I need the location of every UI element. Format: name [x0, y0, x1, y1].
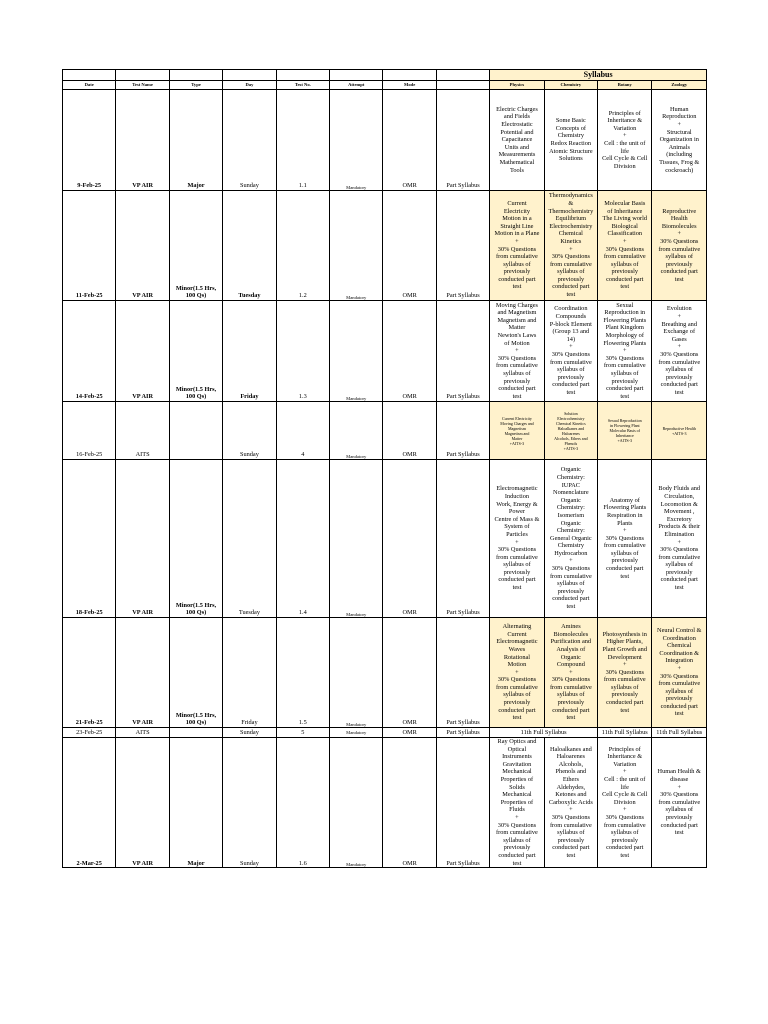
- botany-cell: Principles of Inheritance & Variation + Cell : the unit of life Cell Cycle & Cell Division + 30% Questions from cumulative syllabus of previously conducted part test: [598, 738, 652, 868]
- attempt-cell: Mandatory: [330, 191, 383, 301]
- table-row: [63, 90, 707, 191]
- test-name-cell: VP AIR: [116, 738, 169, 868]
- date-cell: 9-Feb-25: [63, 90, 116, 191]
- attempt-cell: Mandatory: [330, 738, 383, 868]
- date-cell: 11-Feb-25: [63, 191, 116, 301]
- zoology-cell: 11th Full Syllabus: [652, 728, 707, 738]
- table-row: [63, 728, 707, 738]
- date-cell: 21-Feb-25: [63, 618, 116, 728]
- syllabus-type-cell: Part Syllabus: [436, 402, 489, 460]
- blank-cell: [223, 70, 276, 81]
- col-header-zoology: Zoology: [652, 81, 707, 90]
- day-cell: Sunday: [223, 90, 276, 191]
- mode-cell: OMR: [383, 738, 436, 868]
- syllabus-type-cell: Part Syllabus: [436, 728, 489, 738]
- blank-cell: [276, 70, 329, 81]
- botany-cell: Sexual Reproduction in Flowering Plants Plant Kingdom Morphology of Flowering Plants + 30% Questions from cumulative syllabus of previously conducted part test: [598, 301, 652, 402]
- title-row: [63, 70, 707, 81]
- test-no-cell: 1.3: [276, 301, 329, 402]
- blank-cell: [436, 70, 489, 81]
- test-name-cell: AITS: [116, 728, 169, 738]
- schedule-sheet: [62, 69, 707, 868]
- table-row: [63, 191, 707, 301]
- test-no-cell: 1.1: [276, 90, 329, 191]
- date-cell: 23-Feb-25: [63, 728, 116, 738]
- day-cell: Friday: [223, 301, 276, 402]
- syllabus-type-cell: Part Syllabus: [436, 90, 489, 191]
- botany-cell: Sexual Reproduction in Flowering Plant Molecular Basis of Inheritance +AITS-3: [598, 402, 652, 460]
- syllabus-type-cell: Part Syllabus: [436, 738, 489, 868]
- physics-cell: Electric Charges and Fields Electrostatic Potential and Capacitance Units and Measurements Mathematical Tools: [490, 90, 544, 191]
- header-row: [63, 81, 707, 90]
- blank-cell: [383, 70, 436, 81]
- test-name-cell: VP AIR: [116, 618, 169, 728]
- chemistry-cell: Some Basic Concepts of Chemistry Redox Reaction Atomic Structure Solutions: [544, 90, 597, 191]
- blank-cell: [116, 70, 169, 81]
- type-cell: Minor(1.5 Hrs, 100 Qs): [169, 191, 222, 301]
- day-cell: Tuesday: [223, 460, 276, 618]
- type-cell: [169, 402, 222, 460]
- col-header-syllabus-type: [436, 81, 489, 90]
- col-header-test-no: Test No.: [276, 81, 329, 90]
- table-row: [63, 460, 707, 618]
- col-header-test-name: Test Name: [116, 81, 169, 90]
- chemistry-cell: Amines Biomolecules Purification and Analysis of Organic Compound + 30% Questions from cumulative syllabus of previously conducted part test: [544, 618, 597, 728]
- zoology-cell: Neural Control & Coordination Chemical Coordination & Integration + 30% Questions from cumulative syllabus of previously conducted part test: [652, 618, 707, 728]
- attempt-cell: Mandatory: [330, 460, 383, 618]
- test-no-cell: 5: [276, 728, 329, 738]
- col-header-type: Type: [169, 81, 222, 90]
- col-header-mode: Mode: [383, 81, 436, 90]
- mode-cell: OMR: [383, 90, 436, 191]
- table-row: [63, 301, 707, 402]
- blank-cell: [63, 70, 116, 81]
- table-row: [63, 618, 707, 728]
- physics-cell: Ray Optics and Optical Instruments Gravitation Mechanical Properties of Solids Mechanical Properties of Fluids + 30% Questions from cumulative syllabus of previously conducted part test: [490, 738, 544, 868]
- test-name-cell: VP AIR: [116, 191, 169, 301]
- chemistry-cell: Coordination Compounds P-block Element (Group 13 and 14) + 30% Questions from cumulative syllabus of previously conducted part test: [544, 301, 597, 402]
- zoology-cell: Reproductive Health +AITS-3: [652, 402, 707, 460]
- chemistry-cell: Haloalkanes and Haloarenes Alcohols, Phenols and Ethers Aldehydes, Ketones and Carboxylic Acids + 30% Questions from cumulative syllabus of previously conducted part test: [544, 738, 597, 868]
- syllabus-type-cell: Part Syllabus: [436, 460, 489, 618]
- type-cell: Minor(1.5 Hrs, 100 Qs): [169, 301, 222, 402]
- mode-cell: OMR: [383, 728, 436, 738]
- botany-cell: Molecular Basis of Inheritance The Living world Biological Classification + 30% Questions from cumulative syllabus of previously conducted part test: [598, 191, 652, 301]
- type-cell: Minor(1.5 Hrs, 100 Qs): [169, 618, 222, 728]
- test-name-cell: VP AIR: [116, 301, 169, 402]
- botany-cell: Photosynthesis in Higher Plants, Plant Growth and Development + 30% Questions from cumulative syllabus of previously conducted part test: [598, 618, 652, 728]
- test-no-cell: 4: [276, 402, 329, 460]
- chemistry-cell: Thermodynamics & Thermochemistry Equilibrium Electrochemistry Chemical Kinetics + 30% Questions from cumulative syllabus of previously conducted part test: [544, 191, 597, 301]
- type-cell: Major: [169, 738, 222, 868]
- botany-cell: 11th Full Syllabus: [598, 728, 652, 738]
- schedule-table: [62, 69, 707, 868]
- day-cell: Tuesday: [223, 191, 276, 301]
- attempt-cell: Mandatory: [330, 402, 383, 460]
- zoology-cell: Body Fluids and Circulation, Locomotion & Movement , Excretory Products & their Elimination + 30% Questions from cumulative syllabus of previously conducted part test: [652, 460, 707, 618]
- col-header-attempt: Attempt: [330, 81, 383, 90]
- physics-cell: Electromagnetic Induction Work, Energy & Power Centre of Mass & System of Particles + 30% Questions from cumulative syllabus of previously conducted part test: [490, 460, 544, 618]
- test-no-cell: 1.5: [276, 618, 329, 728]
- mode-cell: OMR: [383, 301, 436, 402]
- col-header-date: Date: [63, 81, 116, 90]
- test-name-cell: VP AIR: [116, 460, 169, 618]
- blank-cell: [330, 70, 383, 81]
- test-name-cell: VP AIR: [116, 90, 169, 191]
- attempt-cell: Mandatory: [330, 618, 383, 728]
- type-cell: Major: [169, 90, 222, 191]
- physics-cell: Current Electricity Motion in a Straight Line Motion in a Plane + 30% Questions from cumulative syllabus of previously conducted part test: [490, 191, 544, 301]
- date-cell: 18-Feb-25: [63, 460, 116, 618]
- chemistry-cell: Organic Chemistry: IUPAC Nomenclature Organic Chemistry: Isomerism Organic Chemistry: General Organic Chemistry Hydrocarbon + 30% Questions from cumulative syllabus of previously conducted part test: [544, 460, 597, 618]
- mode-cell: OMR: [383, 191, 436, 301]
- test-no-cell: 1.4: [276, 460, 329, 618]
- table-row: [63, 402, 707, 460]
- test-no-cell: 1.2: [276, 191, 329, 301]
- day-cell: Sunday: [223, 402, 276, 460]
- mode-cell: OMR: [383, 460, 436, 618]
- type-cell: [169, 728, 222, 738]
- date-cell: 16-Feb-25: [63, 402, 116, 460]
- day-cell: Sunday: [223, 738, 276, 868]
- zoology-cell: Evolution + Breathing and Exchange of Gases + 30% Questions from cumulative syllabus of previously conducted part test: [652, 301, 707, 402]
- test-no-cell: 1.6: [276, 738, 329, 868]
- physics-cell: Alternating Current Electromagnetic Waves Rotational Motion + 30% Questions from cumulative syllabus of previously conducted part test: [490, 618, 544, 728]
- date-cell: 2-Mar-25: [63, 738, 116, 868]
- date-cell: 14-Feb-25: [63, 301, 116, 402]
- table-row: [63, 738, 707, 868]
- mode-cell: OMR: [383, 618, 436, 728]
- zoology-cell: Reproductive Health Biomolecules + 30% Questions from cumulative syllabus of previously conducted part test: [652, 191, 707, 301]
- attempt-cell: Mandatory: [330, 90, 383, 191]
- syllabus-type-cell: Part Syllabus: [436, 618, 489, 728]
- botany-cell: Principles of Inheritance & Variation + Cell : the unit of life Cell Cycle & Cell Division: [598, 90, 652, 191]
- zoology-cell: Human Reproduction + Structural Organization in Animals (including Tissues, Frog & cockroach): [652, 90, 707, 191]
- type-cell: Minor(1.5 Hrs, 100 Qs): [169, 460, 222, 618]
- mode-cell: OMR: [383, 402, 436, 460]
- attempt-cell: Mandatory: [330, 301, 383, 402]
- syllabus-title: Syllabus: [490, 70, 707, 81]
- col-header-physics: Physics: [490, 81, 544, 90]
- chemistry-cell: Solution Electrochemistry Chemical Kinetics Haloalkanes and Haloarenes Alcohols, Ethers and Phenols +AITS-3: [544, 402, 597, 460]
- day-cell: Sunday: [223, 728, 276, 738]
- day-cell: Friday: [223, 618, 276, 728]
- col-header-botany: Botany: [598, 81, 652, 90]
- botany-cell: Anatomy of Flowering Plants Respiration in Plants + 30% Questions from cumulative syllabus of previously conducted part test: [598, 460, 652, 618]
- attempt-cell: Mandatory: [330, 728, 383, 738]
- col-header-day: Day: [223, 81, 276, 90]
- syllabus-type-cell: Part Syllabus: [436, 301, 489, 402]
- blank-cell: [169, 70, 222, 81]
- zoology-cell: Human Health & disease + 30% Questions from cumulative syllabus of previously conducted part test: [652, 738, 707, 868]
- physics-cell: Moving Charges and Magnetism Magnetism and Matter Newton's Laws of Motion + 30% Questions from cumulative syllabus of previously conducted part test: [490, 301, 544, 402]
- physics-cell: Current Electricity Moving Charges and Magnetism Magnetism and Matter +AITS-3: [490, 402, 544, 460]
- syllabus-type-cell: Part Syllabus: [436, 191, 489, 301]
- col-header-chemistry: Chemistry: [544, 81, 597, 90]
- physics-cell: 11th Full Syllabus: [490, 728, 598, 738]
- test-name-cell: AITS: [116, 402, 169, 460]
